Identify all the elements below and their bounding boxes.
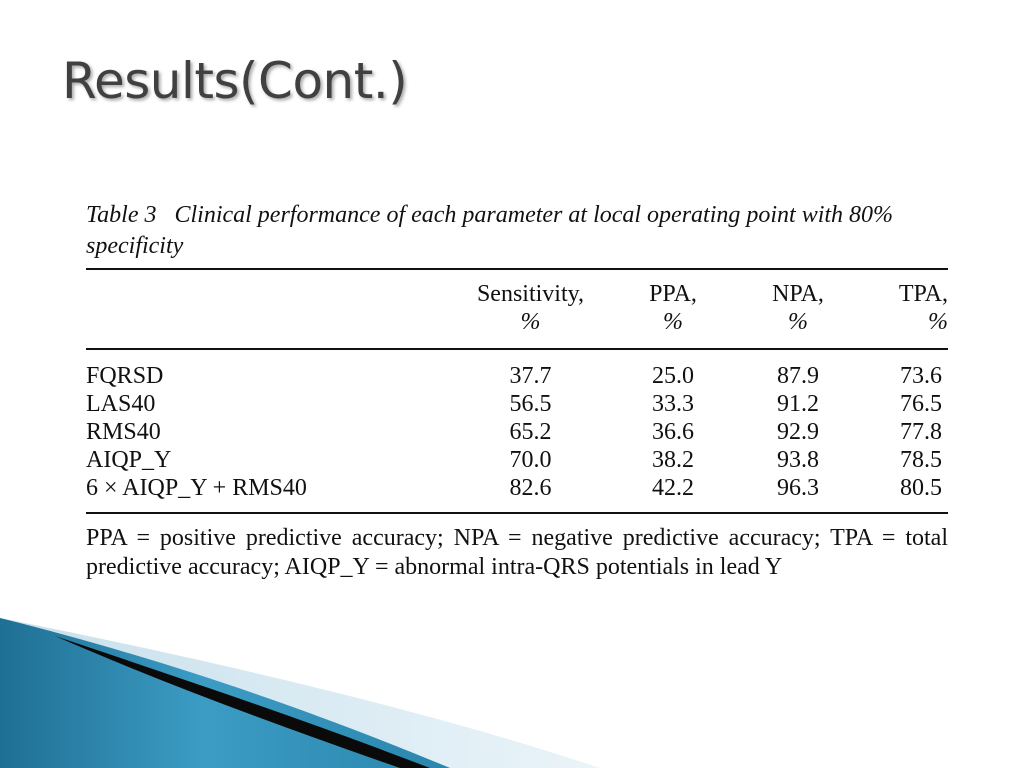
cell-ppa: 36.6	[652, 419, 694, 445]
table-caption-text: Clinical performance of each parameter at local operating point with 80% specificity	[86, 202, 894, 259]
header-sensitivity-label: Sensitivity,	[476, 281, 585, 307]
cell-parameter: FQRSD	[86, 363, 164, 389]
header-ppa	[613, 269, 733, 349]
cell-parameter: RMS40	[86, 419, 161, 445]
cell-npa: 87.9	[777, 363, 819, 389]
cell-parameter: 6 × AIQP_Y + RMS40	[86, 474, 448, 513]
header-sensitivity-unit: %	[520, 309, 541, 335]
cell-sensitivity: 56.5	[509, 391, 552, 417]
cell-sensitivity: 70.0	[509, 447, 552, 473]
cell-parameter: LAS40	[86, 391, 156, 417]
header-ppa-unit: %	[663, 309, 683, 335]
cell-sensitivity: 82.6	[448, 474, 613, 513]
table-row	[86, 390, 948, 418]
cell-sensitivity: 65.2	[509, 419, 552, 445]
cell-tpa: 78.5	[900, 447, 942, 473]
header-ppa-label: PPA,	[649, 281, 697, 307]
table-row	[86, 474, 948, 513]
cell-npa: 96.3	[733, 474, 863, 513]
results-table-figure	[86, 200, 948, 582]
header-sensitivity	[448, 269, 613, 349]
header-tpa-label: TPA,	[898, 281, 948, 307]
table-row	[86, 418, 948, 446]
table-caption	[86, 200, 948, 262]
results-table	[86, 268, 948, 514]
header-tpa	[863, 269, 948, 349]
cell-ppa: 38.2	[652, 447, 694, 473]
table-footnote: PPA = positive predictive accuracy; NPA = negative predictive accuracy; TPA = total predictive accuracy; AIQP_Y = abnormal intra-QRS potentials in lead Y	[86, 525, 948, 580]
cell-ppa: 33.3	[652, 391, 694, 417]
cell-parameter: AIQP_Y	[86, 447, 172, 473]
cell-tpa: 80.5	[863, 474, 948, 513]
cell-ppa: 25.0	[652, 363, 694, 389]
header-npa-label: NPA,	[772, 281, 824, 307]
header-npa	[733, 269, 863, 349]
header-tpa-unit: %	[928, 309, 948, 335]
table-row	[86, 446, 948, 474]
header-parameter	[86, 269, 448, 349]
cell-npa: 92.9	[777, 419, 819, 445]
cell-npa: 93.8	[777, 447, 819, 473]
cell-tpa: 77.8	[900, 419, 942, 445]
cell-tpa: 73.6	[900, 363, 942, 389]
header-npa-unit: %	[788, 309, 808, 335]
corner-wave-decoration	[0, 618, 1024, 768]
cell-ppa: 42.2	[613, 474, 733, 513]
table-caption-label: Table 3	[86, 202, 157, 228]
table-row	[86, 349, 948, 390]
table-header-row	[86, 269, 948, 349]
cell-npa: 91.2	[777, 391, 819, 417]
slide-title: Results(Cont.)	[62, 52, 408, 110]
cell-sensitivity: 37.7	[509, 363, 552, 389]
cell-tpa: 76.5	[900, 391, 942, 417]
